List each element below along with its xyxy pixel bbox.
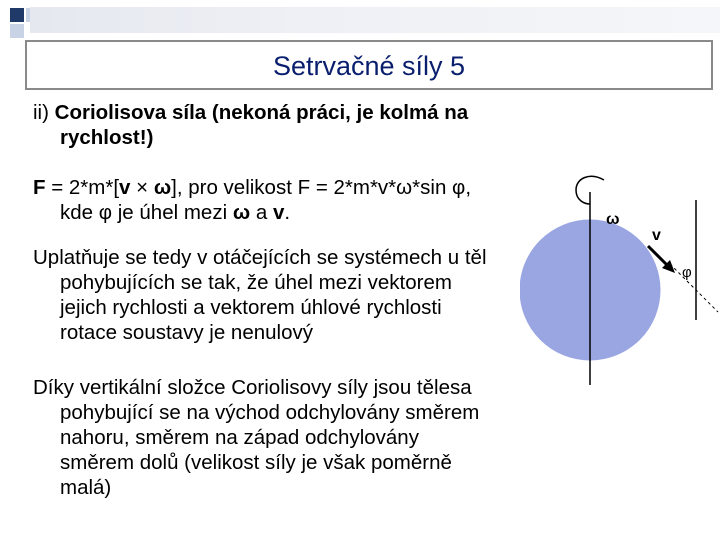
- vertical-line-5: malá): [60, 476, 112, 499]
- v-label: v: [652, 227, 661, 244]
- applies-line-2: pohybujících se tak, že úhel mezi vektorem: [60, 271, 452, 294]
- section-coriolis-heading: [33, 100, 468, 150]
- vertical-line-4: směrem dolů (velikost síly je však poměrně: [60, 451, 452, 474]
- header-square-dark: [10, 8, 24, 22]
- formula-v: v: [119, 176, 131, 199]
- coriolis-diagram: [520, 160, 720, 410]
- formula-cross: ×: [130, 176, 154, 199]
- vertical-line-3: nahoru, směrem na západ odchylovány: [60, 426, 419, 449]
- title-box: [25, 40, 713, 90]
- formula-line2-prefix: kde φ je úhel mezi: [60, 201, 233, 224]
- vertical-line-2: pohybující se na východ odchylovány směrem: [60, 401, 480, 424]
- angle-dashed-line: [670, 264, 718, 312]
- section-prefix: ii): [33, 101, 55, 124]
- header-stripe: [30, 7, 720, 33]
- formula-mid: = 2*m*[: [45, 176, 120, 199]
- vertical-line-1: Díky vertikální složce Coriolisovy síly jsou tělesa: [33, 376, 472, 399]
- vertical-paragraph: [33, 375, 479, 500]
- omega-label: ω: [606, 211, 620, 228]
- formula-f: F: [33, 176, 46, 199]
- formula-omega: ω: [153, 176, 172, 199]
- header-square-light-2: [10, 24, 24, 38]
- applies-line-3: jejich rychlosti a vektorem úhlové rychlosti: [60, 296, 442, 319]
- formula-tail: ], pro velikost F = 2*m*v*ω*sin φ,: [171, 176, 472, 199]
- formula-line2-end: .: [284, 201, 291, 224]
- applies-paragraph: [33, 245, 487, 345]
- formula-line2-omega: ω: [232, 201, 251, 224]
- formula-line2-v: v: [272, 201, 285, 224]
- formula-paragraph: [33, 175, 471, 225]
- formula-line2-and: a: [250, 201, 273, 224]
- slide-title: Setrvačné síly 5: [272, 51, 466, 81]
- section-heading-line1: Coriolisova síla (nekoná práci, je kolmá na: [54, 101, 469, 124]
- phi-label: φ: [682, 264, 692, 281]
- applies-line-1: Uplatňuje se tedy v otáčejících se systémech u těl: [33, 246, 487, 269]
- applies-line-4: rotace soustavy je nenulový: [60, 321, 313, 344]
- section-heading-line2: rychlost!): [60, 126, 154, 149]
